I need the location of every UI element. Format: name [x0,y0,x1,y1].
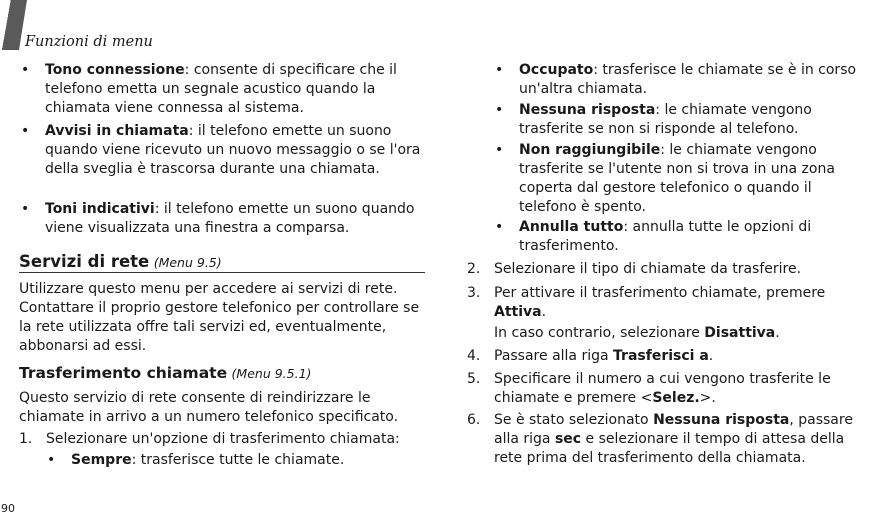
step-key-trasferisci-a: Trasferisci a [613,348,709,364]
step-text: Selezionare un'opzione di trasferimento chiamata: [46,431,400,447]
bullet-text: : le chiamate vengono trasferite se l'utente non si trova in una zona coperta dal gestore telefonico o quando il telefono è spento. [519,142,835,215]
step-5 [467,370,869,408]
bullet-term: Nessuna risposta [519,102,656,118]
step-number: 5. [467,371,481,387]
page-number: 90 [1,502,15,515]
step-text-pre: Per attivare il trasferimento chiamate, premere [494,285,826,301]
step-text-post: . [541,304,547,320]
step-text-pre: Passare alla riga [494,348,614,364]
bullet-term: Annulla tutto [519,219,624,235]
step-number: 3. [467,285,481,301]
bullet-term: Non raggiungibile [519,142,661,158]
step-key-selez: Selez. [652,390,700,406]
note-text-post: . [775,325,780,341]
step-text: Selezionare il tipo di chiamate da trasferire. [494,261,802,277]
step-text-pre: Specificare il numero a cui vengono trasferite le chiamate e premere < [494,371,831,406]
bullet-text: : le chiamate vengono trasferite se non si risponde al telefono. [519,102,812,137]
bullet-annulla-tutto [493,218,869,256]
step-number: 6. [467,412,481,428]
step-number: 1. [19,431,33,447]
step-3 [467,284,869,322]
bullet-term: Tono connessione [45,62,185,78]
subsection-intro: Questo servizio di rete consente di reindirizzare le chiamate in arrivo a un numero telefonico specificato. [19,390,399,425]
subsection-heading [19,364,311,384]
section-menu-ref: (Menu 9.5) [153,255,222,270]
section-title: Servizi di rete [19,252,150,271]
note-key-disattiva: Disattiva [704,325,776,341]
bullet-nessuna-risposta [493,101,869,139]
step-4 [467,347,869,366]
subsection-menu-ref: (Menu 9.5.1) [231,366,312,381]
bullet-avvisi-in-chiamata [19,122,429,179]
step-number: 4. [467,348,481,364]
bullet-term: Sempre [71,452,132,468]
bullet-non-raggiungibile [493,141,869,217]
step-6 [467,411,869,468]
bullet-text: : trasferisce tutte le chiamate. [131,452,345,468]
section-intro: Utilizzare questo menu per accedere ai servizi di rete. Contattare il proprio gestore telefonico per controllare se la rete utilizzata offre tali servizi ed, eventualmente, abbonarsi ad essi. [19,281,420,354]
bullet-text: : annulla tutte le opzioni di trasferimento. [519,219,812,254]
step-2 [467,260,869,279]
bullet-sempre [45,451,421,470]
step-text-pre: Se è stato selezionato [494,412,654,428]
step-text-post: . [708,348,714,364]
step-number: 2. [467,261,481,277]
bullet-text: : il telefono emette un suono quando viene visualizzata una finestra a comparsa. [45,201,415,236]
bullet-term: Toni indicativi [45,201,155,217]
header-decoration [0,0,27,50]
step-1 [19,430,429,449]
subsection-title: Trasferimento chiamate [19,364,228,382]
section-divider [19,272,425,273]
bullet-tono-connessione [19,61,429,118]
note-text-pre: In caso contrario, selezionare [494,325,705,341]
bullet-term: Occupato [519,62,594,78]
step-3-note [494,324,854,343]
step-text-post: e selezionare il tempo di attesa della rete prima del trasferimento della chiamata. [494,431,845,466]
bullet-text: : consente di specificare che il telefono emetta un segnale acustico quando la chiamata viene connessa al sistema. [45,62,397,116]
bullet-term: Avvisi in chiamata [45,123,189,139]
step-key-attiva: Attiva [494,304,542,320]
bullet-text: : il telefono emette un suono quando viene ricevuto un nuovo messaggio o se l'ora della sveglia è trascorsa durante una chiamata. [45,123,421,177]
step-text-post: >. [699,390,716,406]
step-key-sec: sec [554,431,582,447]
bullet-toni-indicativi [19,200,429,238]
bullet-occupato [493,61,869,99]
step-key-nessuna-risposta: Nessuna risposta [653,412,790,428]
step-text-mid: , passare alla riga [494,412,853,447]
section-heading [19,252,222,273]
page-header-title: Funzioni di menu [25,34,153,50]
bullet-text: : trasferisce le chiamate se è in corso un'altra chiamata. [519,62,857,97]
